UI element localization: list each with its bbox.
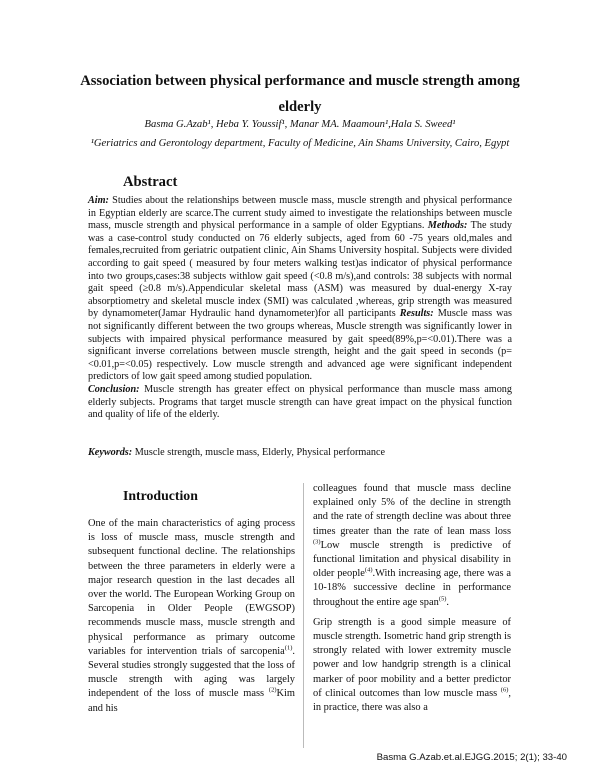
intro-paragraph-1	[88, 517, 295, 716]
intro-paragraph-2	[313, 482, 511, 610]
keywords-label: Keywords:	[88, 447, 133, 458]
intro-paragraph-3	[313, 616, 511, 715]
right-column	[313, 482, 511, 715]
citation-ref: (6)	[500, 686, 509, 694]
aim-text: Studies about the relationships between muscle mass, muscle strength and physical performance in Egyptian elderly are scarce.The current study aimed to investigate the relationships between muscle mass, muscle strength and physical performance in a sample of older Egyptians.	[88, 195, 512, 232]
column-divider	[303, 483, 304, 748]
keywords	[88, 446, 512, 459]
intro-text: Kim and his	[88, 688, 295, 714]
intro-text: Low muscle strength is predictive of functional limitation and physical disability in older people	[313, 539, 511, 580]
conclusion-text: Muscle strength has greater effect on physical performance than muscle mass among elderly subjects. Programs that target muscle strength can have great impact on the physical function and quality of life of the elderly.	[88, 383, 512, 421]
citation-ref: (5)	[438, 595, 447, 603]
affiliation: ¹Geriatrics and Gerontology department, Faculty of Medicine, Ain Shams University, Cairo, Egypt	[90, 138, 510, 149]
intro-text: One of the main characteristics of aging process is loss of muscle mass, muscle strength and subsequent functional decline. The relationships between the three parameters in elderly were a major research question in the last decades all over the world. The European Working Group on Sarcopenia in Older People (EWGSOP) recommends muscle mass, muscle strength and physical performance as primary outcome variables for intervention trials of sarcopenia	[88, 518, 295, 657]
intro-text: , in practice, there was also a	[313, 687, 511, 714]
methods-text: The study was a case-control study conducted on 76 elderly subjects, aged from 60 -75 years old,males and females,recruited from geriatric outpatient clinic, Ain Shams University hospital. Subjects were divided according to gait speed ( measured by four meters walking test)as indicator of physical performance into two groups,cases:38 subjects withlow gait speed (<0.8 m/s),and controls: 38 subjects with normal gait speed (≥0.8 m/s).Appendicular skeletal mass (ASM) was measured by dual-energy X-ray absorptiometry and skeletal muscle index (SMI) was calculated ,whereas, grip strength was measured by dynamometer(Jamar Hydraulic hand dynamometer)for all participants	[88, 220, 512, 320]
intro-text: Grip strength is a good simple measure of muscle strength. Isometric hand grip strength is strongly related with lower extremity muscle power and low handgrip strength is a clinical marker of poor mobility and a better predictor of clinical outcomes than low muscle mass	[313, 616, 511, 699]
results-text: Muscle mass was not significantly different between the two groups whereas, Muscle strength was significantly lower in subjects with impaired physical performance measured by gait speed(89%,p=<0.01).There was a significant inverse correlations between muscle strength, height and the gait speed in seconds (p=<0.01,p=<0.05) respectively. Low muscle strength and advanced age were significant independent predictors of low gait speed among studied population.	[88, 308, 512, 383]
intro-text: colleagues found that muscle mass decline explained only 5% of the decline in strength and the rate of strength decline was about three times greater than the rate of lean mass loss	[313, 483, 511, 537]
citation-ref: (1)	[284, 644, 293, 652]
introduction-heading: Introduction	[123, 488, 198, 503]
conclusion-label: Conclusion:	[88, 383, 140, 395]
abstract-heading: Abstract	[123, 174, 178, 190]
citation-ref: (3)	[313, 538, 321, 546]
results-label: Results:	[399, 308, 434, 320]
author-list: Basma G.Azab¹, Heba Y. Youssif¹, Manar MA. Maamoun¹,Hala S. Sweed¹	[144, 119, 456, 130]
left-column	[88, 517, 295, 716]
intro-text: . Several studies strongly suggested that the loss of muscle strength with aging was largely independent of the loss of muscle mass	[88, 645, 295, 700]
intro-text: .	[446, 596, 450, 608]
intro-text: .With increasing age, there was a 10-18% successive decline in performance throughout the entire age span	[313, 568, 511, 608]
aim-label: Aim:	[88, 195, 109, 206]
abstract-body	[88, 195, 512, 422]
methods-label: Methods:	[427, 220, 468, 232]
keywords-text: Muscle strength, muscle mass, Elderly, Physical performance	[132, 447, 385, 458]
citation-ref: (4)	[364, 566, 373, 574]
paper-title: Association between physical performance and muscle strength among elderly	[80, 73, 520, 115]
citation-ref: (2)	[268, 686, 277, 694]
page-footer-citation: Basma G.Azab.et.al.EJGG.2015; 2(1); 33-40	[376, 752, 567, 763]
